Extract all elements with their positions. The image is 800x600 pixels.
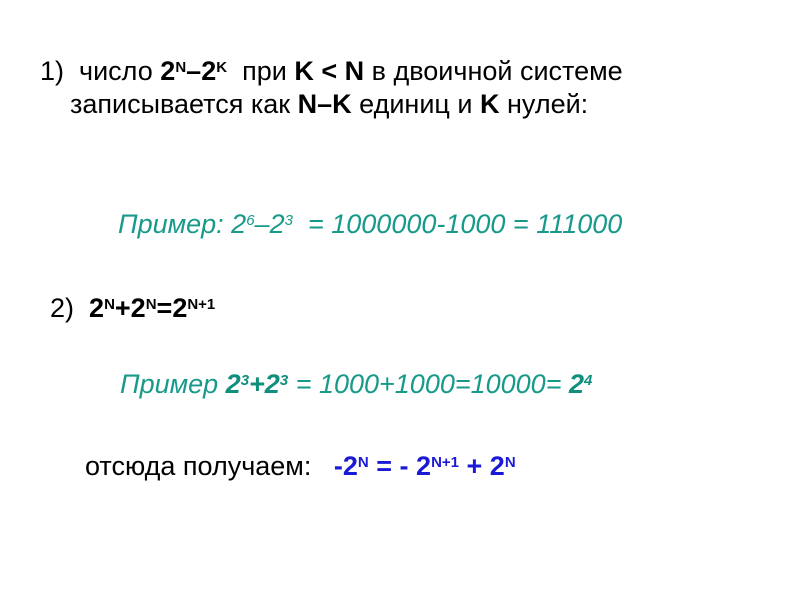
formula-2n-2k: $2^N-2^K$ bbox=[160, 56, 228, 86]
result-line bbox=[85, 450, 516, 482]
example2-rest: = 1000+1000=10000= bbox=[295, 369, 562, 399]
example2-result: $2^4$ bbox=[568, 369, 593, 399]
item2-formula: $2^N+2^N=2^{N+1}$ bbox=[89, 293, 216, 323]
example1-rest: 1000000-1000 = 111000 bbox=[331, 209, 623, 239]
word-edinic: единиц и bbox=[359, 89, 473, 119]
result-label: отсюда получаем: bbox=[85, 451, 312, 481]
example2-formula: $2^3+2^3$ bbox=[225, 369, 289, 399]
word-chislo: число bbox=[79, 56, 153, 86]
nk-text: N–K bbox=[297, 89, 352, 119]
condition: K < N bbox=[294, 56, 365, 86]
example1-eq: = bbox=[307, 209, 324, 239]
k-text: K bbox=[479, 89, 500, 119]
word-pri: при bbox=[242, 56, 287, 86]
result-formula: $-2^N$ = - $2^{N+1} + 2^N$ bbox=[333, 451, 516, 481]
example1 bbox=[118, 208, 622, 240]
example1-formula: $2^6-2^3$ bbox=[231, 209, 293, 239]
example2-label: Пример bbox=[120, 369, 219, 399]
word-zapisyvaetsya: записывается как bbox=[70, 89, 291, 119]
item1-line2 bbox=[70, 88, 588, 120]
item2 bbox=[50, 292, 215, 324]
item1-line1 bbox=[40, 55, 623, 87]
example2 bbox=[120, 368, 592, 400]
item1-number: 1) bbox=[40, 56, 65, 86]
word-nuley: нулей: bbox=[507, 89, 589, 119]
item1-rest: в двоичной системе bbox=[371, 56, 623, 86]
item2-number: 2) bbox=[50, 293, 75, 323]
example1-label: Пример: bbox=[118, 209, 224, 239]
